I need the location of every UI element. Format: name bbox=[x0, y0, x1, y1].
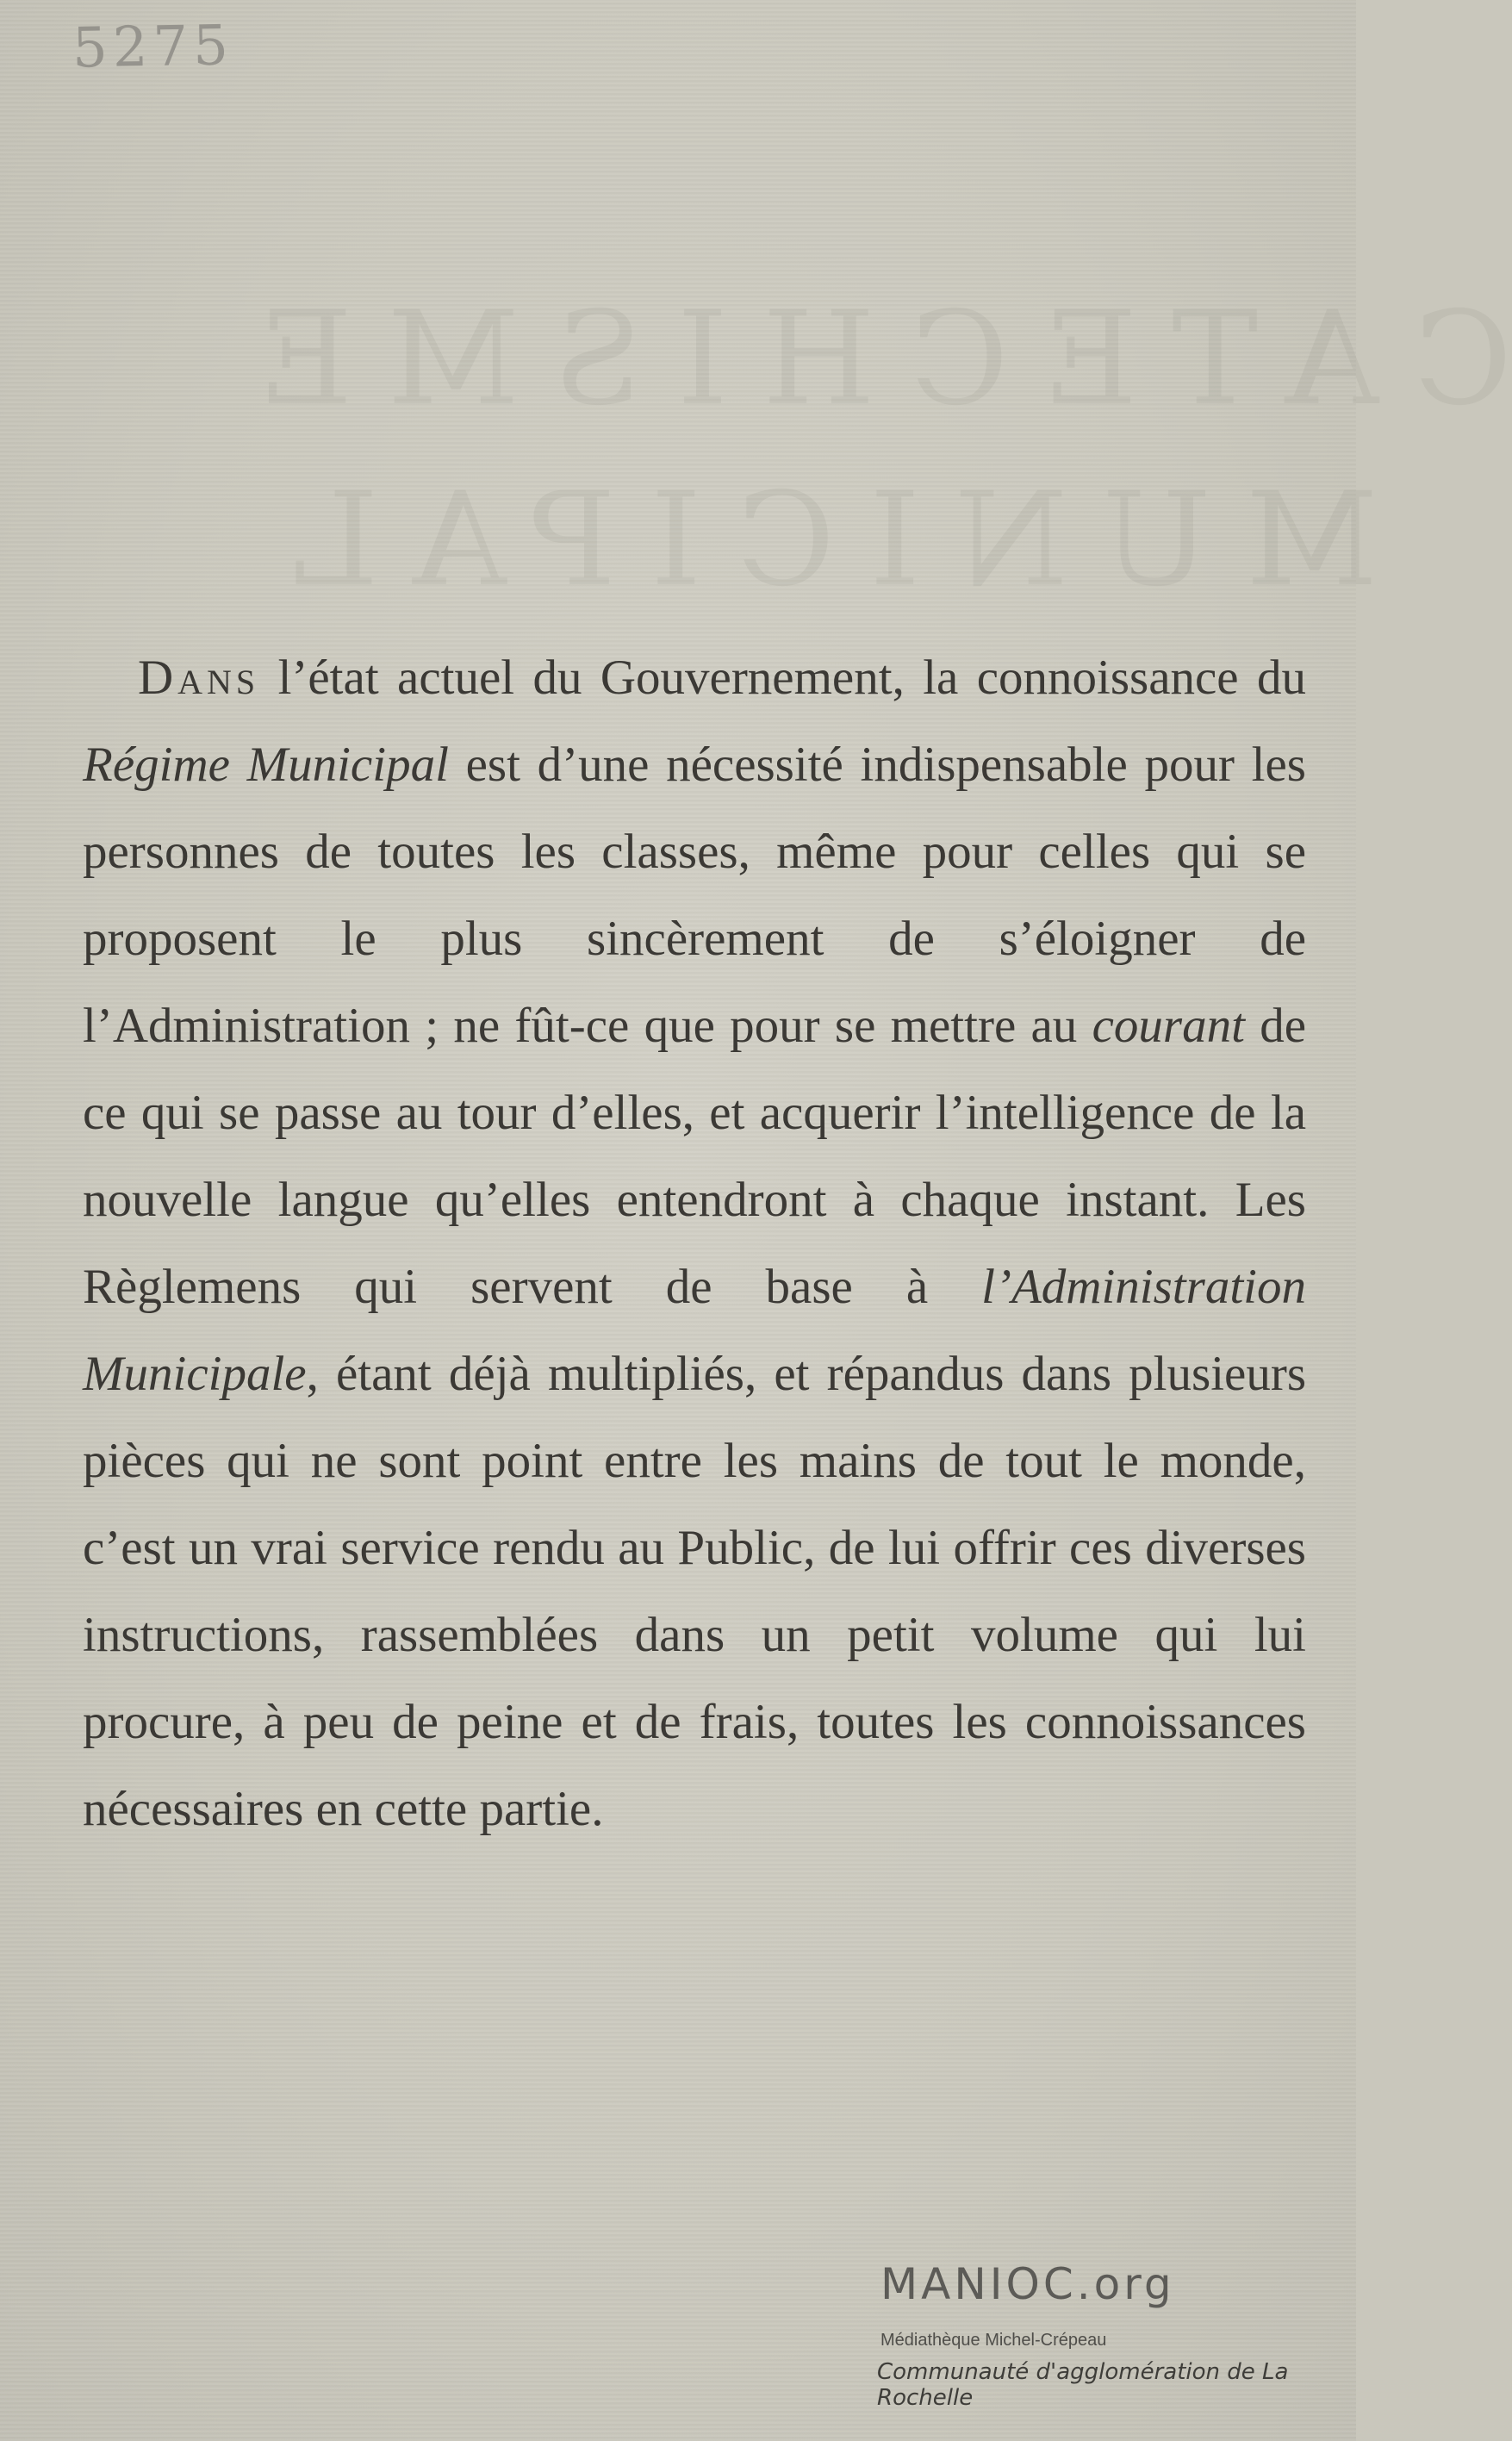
paragraph-segment-2: est d’une nécessité indispensable pour les personnes de toutes les classes, même pour celles qui se proposent le plus sincèrement de s’éloigner de l’Administration ; ne fût-ce que pour se mettre au bbox=[83, 738, 1306, 1053]
main-paragraph-block bbox=[83, 634, 1306, 1853]
italic-courant: courant bbox=[1092, 999, 1245, 1053]
community-name: Communauté d'agglomération de La Rochelle bbox=[877, 2359, 1289, 2411]
bleed-through-title-line-1: CATECHISME bbox=[224, 284, 1512, 434]
manioc-logo: MANIOC.org bbox=[880, 2259, 1175, 2309]
library-name: Médiathèque Michel-Crépeau bbox=[880, 2331, 1107, 2350]
paragraph-segment-3: de ce qui se passe au tour d’elles, et acquerir l’intelligence de la nouvelle langue qu’elles entendront à chaque instant. Les Règlemens qui servent de base à bbox=[83, 999, 1306, 1314]
italic-administration-municipale: l’Administration Municipale bbox=[83, 1260, 1306, 1401]
handwritten-shelfmark: 5275 bbox=[72, 14, 234, 81]
lead-word: Dans bbox=[138, 651, 260, 705]
bleed-through-title-line-2: MUNICIPAL bbox=[258, 465, 1378, 615]
paragraph-segment-1: l’état actuel du Gouvernement, la connoissance du bbox=[259, 651, 1306, 705]
italic-regime-municipal: Régime Municipal bbox=[83, 738, 449, 792]
paragraph-segment-4: , étant déjà multipliés, et répandus dans plusieurs pièces qui ne sont point entre les mains de tout le monde, c’est un vrai service rendu au Public, de lui offrir ces diverses instructions, rassemblées dans un petit volume qui lui procure, à peu de peine et de frais, toutes les connoissances nécessaires en cette partie. bbox=[83, 1347, 1306, 1836]
main-paragraph bbox=[83, 634, 1306, 1853]
